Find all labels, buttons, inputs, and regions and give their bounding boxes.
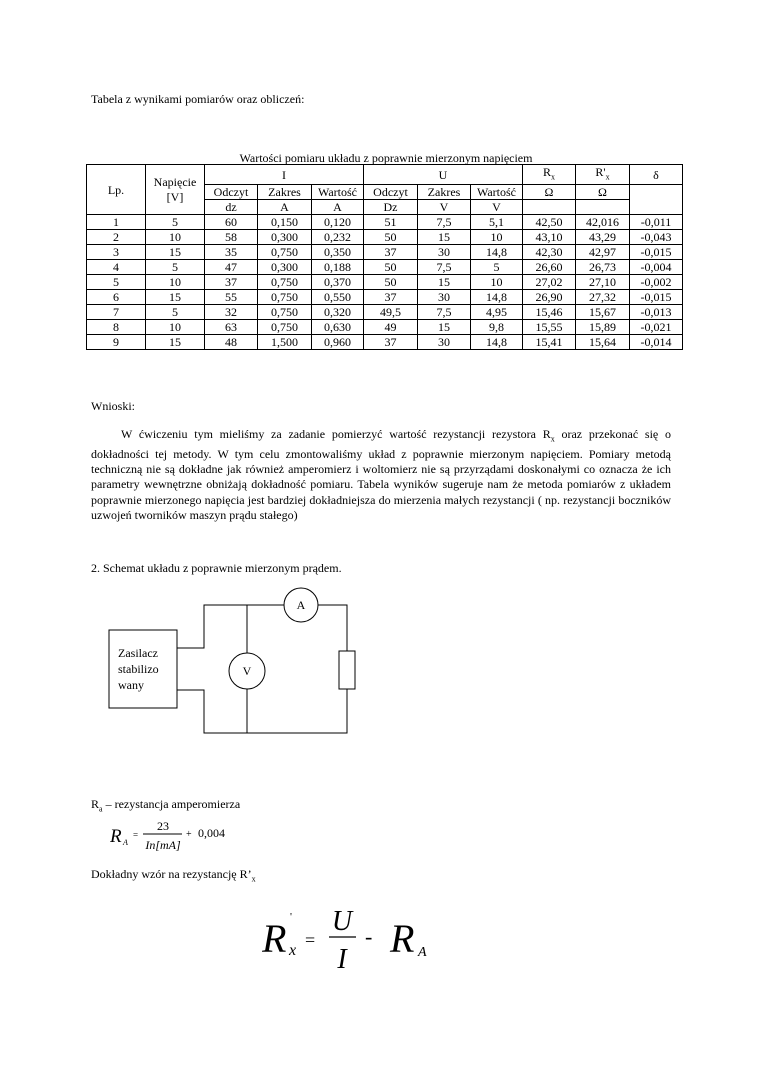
table-cell: -0,015 — [630, 245, 683, 260]
table-cell: 0,350 — [312, 245, 364, 260]
table-row — [87, 275, 683, 290]
table-cell: -0,011 — [630, 215, 683, 230]
rx-unit: Ω — [523, 185, 576, 200]
table-cell: 0,960 — [312, 335, 364, 350]
table-cell: 15 — [146, 335, 205, 350]
ra-formula-numerator: 23 — [157, 819, 169, 833]
table-cell: 47 — [205, 260, 258, 275]
rx-formula-prime: ' — [290, 911, 292, 923]
supply-label-1: Zasilacz — [118, 646, 158, 660]
rx-prime-empty — [576, 200, 630, 215]
table-cell: 0,320 — [312, 305, 364, 320]
table-row — [87, 230, 683, 245]
table-cell: 7,5 — [418, 305, 471, 320]
rx-prime-symbol: R' — [595, 165, 606, 179]
table-cell: 26,90 — [523, 290, 576, 305]
table-cell: 7,5 — [418, 215, 471, 230]
table-cell: 43,29 — [576, 230, 630, 245]
table-cell: 15,89 — [576, 320, 630, 335]
rx-formula — [262, 900, 442, 980]
table-cell: -0,002 — [630, 275, 683, 290]
u-wartosc-unit: V — [471, 200, 523, 215]
table-cell: 35 — [205, 245, 258, 260]
table-cell: 0,232 — [312, 230, 364, 245]
table-cell: 0,750 — [258, 305, 312, 320]
results-table — [86, 164, 683, 350]
table-cell: 0,150 — [258, 215, 312, 230]
table-row — [87, 245, 683, 260]
supply-label-3: wany — [118, 678, 144, 692]
table-cell: -0,015 — [630, 290, 683, 305]
delta-header: δ — [630, 165, 683, 185]
table-cell: 14,8 — [471, 335, 523, 350]
conclusions-part2: oraz przekonać się o dokładności tej metody. W tym celu zmontowaliśmy układ z poprawnie mierzonym napięciem. Pomiary metodą techniczną nie są dokładne jak również amperomierz i woltomierz nie są przyrządami doskonałymi co oznacza że ich parametry wewnętrzne obniżają dokładność pomiaru. Tabela wyników sugeruje nam że metoda pomiarów z układem poprawnie mierzonego napięcia jest bardziej dokładniejsza do mierzenia małych rezystancji ( np. rezystancji boczników uzwojeń tworników maszyn prądu stałego) — [91, 427, 671, 522]
table-cell: 42,97 — [576, 245, 630, 260]
i-wartosc-unit: A — [312, 200, 364, 215]
table-cell: 4,95 — [471, 305, 523, 320]
conclusions-title: Wnioski: — [91, 399, 135, 413]
table-cell: 1 — [87, 215, 146, 230]
table-cell: 5 — [146, 305, 205, 320]
table-cell: 5 — [146, 260, 205, 275]
table-cell: 37 — [364, 335, 418, 350]
table-cell: 0,300 — [258, 260, 312, 275]
table-cell: 32 — [205, 305, 258, 320]
table-cell: 15,46 — [523, 305, 576, 320]
table-cell: 15,55 — [523, 320, 576, 335]
table-cell: 10 — [471, 230, 523, 245]
table-cell: 15,41 — [523, 335, 576, 350]
rx-empty — [523, 200, 576, 215]
table-cell: 10 — [146, 275, 205, 290]
table-row — [87, 290, 683, 305]
table-cell: -0,014 — [630, 335, 683, 350]
table-cell: 0,630 — [312, 320, 364, 335]
table-cell: 50 — [364, 275, 418, 290]
table-cell: 27,02 — [523, 275, 576, 290]
table-cell: 0,120 — [312, 215, 364, 230]
table-cell: 9 — [87, 335, 146, 350]
u-zakres-unit: V — [418, 200, 471, 215]
table-cell: 9,8 — [471, 320, 523, 335]
table-cell: 5 — [146, 215, 205, 230]
ra-formula-denominator: In[mA] — [145, 838, 181, 852]
table-cell: 10 — [471, 275, 523, 290]
table-cell: -0,013 — [630, 305, 683, 320]
table-cell: 0,188 — [312, 260, 364, 275]
i-wartosc-header: Wartość — [312, 185, 364, 200]
rx-sub: x — [551, 172, 555, 182]
table-cell: 0,300 — [258, 230, 312, 245]
u-wartosc-header: Wartość — [471, 185, 523, 200]
table-cell: 15 — [418, 275, 471, 290]
rx-formula-minus: - — [365, 924, 373, 949]
napiecie-label: Napięcie — [153, 174, 197, 189]
table-cell: 15,67 — [576, 305, 630, 320]
table-cell: 30 — [418, 290, 471, 305]
table-cell: 10 — [146, 320, 205, 335]
table-cell: -0,021 — [630, 320, 683, 335]
table-cell: 7,5 — [418, 260, 471, 275]
table-cell: 10 — [146, 230, 205, 245]
rx-formula-numerator: U — [331, 906, 353, 937]
rx-header — [523, 165, 576, 185]
ammeter-label: A — [296, 598, 306, 612]
table-cell: 48 — [205, 335, 258, 350]
table-cell: 42,50 — [523, 215, 576, 230]
rx-symbol: R — [542, 165, 551, 179]
napiecie-unit: [V] — [166, 189, 184, 204]
ra-formula-constant: 0,004 — [198, 826, 225, 840]
table-cell: 0,750 — [258, 320, 312, 335]
header-row-1 — [87, 165, 683, 185]
u-odczyt-header: Odczyt — [364, 185, 418, 200]
table-cell: 1,500 — [258, 335, 312, 350]
table-cell: 37 — [364, 245, 418, 260]
table-cell: 63 — [205, 320, 258, 335]
table-cell: 30 — [418, 335, 471, 350]
table-cell: 60 — [205, 215, 258, 230]
table-cell: -0,043 — [630, 230, 683, 245]
circuit-diagram — [100, 585, 370, 740]
table-cell: 27,32 — [576, 290, 630, 305]
rx-formula-rhs: R — [390, 916, 415, 961]
ra-symbol: R — [91, 797, 100, 811]
current-group-header: I — [205, 165, 364, 185]
conclusions-rx-sub: x — [550, 434, 555, 444]
rx-prime-header — [576, 165, 630, 185]
intro-text: Tabela z wynikami pomiarów oraz obliczeń: — [91, 92, 305, 106]
table-cell: 27,10 — [576, 275, 630, 290]
ra-formula-lhs: R — [110, 826, 122, 847]
table-cell: 0,750 — [258, 245, 312, 260]
i-zakres-unit: A — [258, 200, 312, 215]
table-cell: 30 — [418, 245, 471, 260]
resistor — [339, 651, 355, 689]
table-row — [87, 320, 683, 335]
conclusions-part1: W ćwiczeniu tym mieliśmy za zadanie pomierzyć wartość rezystancji rezystora R — [121, 427, 551, 441]
table-cell: 26,73 — [576, 260, 630, 275]
table-cell: 15,64 — [576, 335, 630, 350]
voltmeter-label: V — [242, 664, 252, 678]
table-cell: 8 — [87, 320, 146, 335]
exact-text: Dokładny wzór na rezystancję R’ — [91, 867, 252, 881]
table-cell: 14,8 — [471, 290, 523, 305]
table-cell: 37 — [205, 275, 258, 290]
table-cell: 5 — [87, 275, 146, 290]
wire-bottom — [177, 689, 347, 733]
rx-prime-sub: x — [605, 172, 610, 182]
ra-text: – rezystancja amperomierza — [102, 797, 241, 811]
table-cell: 50 — [364, 260, 418, 275]
table-cell: 50 — [364, 230, 418, 245]
u-odczyt-unit: Dz — [364, 200, 418, 215]
table-cell: 0,370 — [312, 275, 364, 290]
table-cell: 0,750 — [258, 275, 312, 290]
wire-top-left — [177, 605, 284, 648]
table-cell: -0,004 — [630, 260, 683, 275]
voltage-group-header: U — [364, 165, 523, 185]
table-cell: 26,60 — [523, 260, 576, 275]
delta-empty — [630, 185, 683, 215]
table-cell: 42,30 — [523, 245, 576, 260]
exact-formula-label — [91, 867, 256, 883]
table-cell: 14,8 — [471, 245, 523, 260]
table-row — [87, 215, 683, 230]
table-cell: 15 — [418, 320, 471, 335]
table-cell: 7 — [87, 305, 146, 320]
rx-formula-eq: = — [305, 930, 316, 950]
i-zakres-header: Zakres — [258, 185, 312, 200]
table-row — [87, 335, 683, 350]
table-cell: 15 — [418, 230, 471, 245]
lp-header: Lp. — [87, 165, 146, 215]
table-row — [87, 305, 683, 320]
ra-formula-plus: + — [186, 829, 192, 840]
ra-formula-lhs-sub: A — [123, 838, 128, 847]
rx-formula-lhs-sub: x — [289, 942, 297, 959]
table-cell: 2 — [87, 230, 146, 245]
ra-sub: a — [99, 804, 103, 814]
table-cell: 0,750 — [258, 290, 312, 305]
table-cell: 0,550 — [312, 290, 364, 305]
table-cell: 43,10 — [523, 230, 576, 245]
ra-definition — [91, 797, 240, 813]
table-cell: 6 — [87, 290, 146, 305]
table-cell: 5,1 — [471, 215, 523, 230]
table-cell: 51 — [364, 215, 418, 230]
table-row — [87, 260, 683, 275]
rx-formula-denominator: I — [337, 944, 347, 975]
wire-top-right — [318, 605, 347, 651]
table-caption: Wartości pomiaru układu z poprawnie mierzonym napięciem — [239, 151, 533, 165]
table-cell: 15 — [146, 245, 205, 260]
i-odczyt-unit: dz — [205, 200, 258, 215]
ra-formula-eq: = — [133, 830, 139, 840]
rx-formula-lhs: R — [262, 916, 287, 961]
table-cell: 3 — [87, 245, 146, 260]
napiecie-header — [146, 165, 205, 215]
rx-formula-rhs-sub: A — [418, 945, 427, 960]
rx-prime-unit: Ω — [576, 185, 630, 200]
u-zakres-header: Zakres — [418, 185, 471, 200]
table-cell: 37 — [364, 290, 418, 305]
table-cell: 58 — [205, 230, 258, 245]
table-cell: 15 — [146, 290, 205, 305]
supply-label-2: stabilizo — [118, 662, 159, 676]
ra-formula — [110, 818, 250, 858]
table-cell: 49,5 — [364, 305, 418, 320]
table-cell: 4 — [87, 260, 146, 275]
i-odczyt-header: Odczyt — [205, 185, 258, 200]
section-2-title: 2. Schemat układu z poprawnie mierzonym prądem. — [91, 561, 342, 575]
table-cell: 42,016 — [576, 215, 630, 230]
conclusions-paragraph — [91, 427, 671, 523]
table-body — [87, 215, 683, 350]
table-cell: 5 — [471, 260, 523, 275]
table-cell: 49 — [364, 320, 418, 335]
table-cell: 55 — [205, 290, 258, 305]
exact-sub: x — [251, 874, 256, 884]
